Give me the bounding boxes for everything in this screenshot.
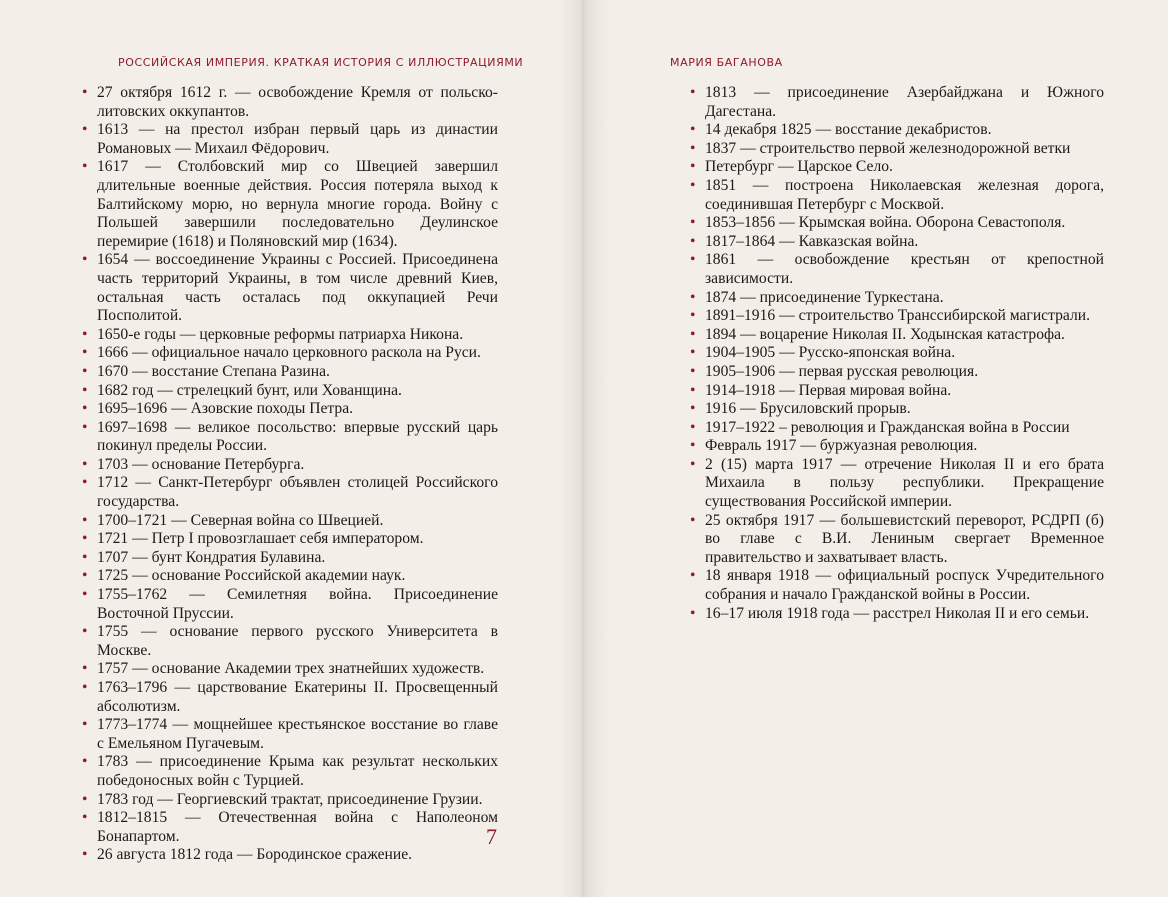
timeline-entry bbox=[690, 177, 1104, 214]
left-page bbox=[0, 0, 582, 897]
timeline-entry bbox=[82, 549, 498, 568]
entry-text: 1682 год — стрелецкий бунт, или Хованщина. bbox=[97, 381, 402, 399]
bullet-icon: • bbox=[690, 325, 696, 343]
timeline-entry bbox=[690, 121, 1104, 140]
entry-text: 1700–1721 — Северная война со Швецией. bbox=[97, 511, 384, 529]
entry-text: 1725 — основание Российской академии наук. bbox=[97, 567, 406, 585]
entry-text: 1697–1698 — великое посольство: впервые русский царь покинул пределы России. bbox=[97, 418, 498, 455]
timeline-entry bbox=[82, 567, 498, 586]
bullet-icon: • bbox=[82, 716, 88, 734]
bullet-icon: • bbox=[690, 307, 696, 325]
bullet-icon: • bbox=[82, 158, 88, 176]
bullet-icon: • bbox=[82, 809, 88, 827]
entry-text: 1916 — Брусиловский прорыв. bbox=[705, 400, 911, 418]
bullet-icon: • bbox=[690, 176, 696, 194]
entry-text: 1721 — Петр I провозглашает себя императором. bbox=[97, 530, 424, 548]
entry-text: 1755 — основание первого русского Университета в Москве. bbox=[97, 623, 498, 659]
entry-text: 1763–1796 — царствование Екатерины II. Просвещенный абсолютизм. bbox=[97, 679, 498, 715]
entry-text: Петербург — Царское Село. bbox=[705, 158, 893, 176]
entry-text: 26 августа 1812 года — Бородинское сражение. bbox=[97, 846, 413, 864]
entry-text: 1783 — присоединение Крыма как результат нескольких победоносных войн с Турцией. bbox=[97, 753, 498, 789]
entry-text: 1773–1774 — мощнейшее крестьянское восстание во главе с Емельяном Пугачевым. bbox=[97, 716, 498, 752]
timeline-entry bbox=[82, 791, 498, 810]
timeline-entry bbox=[690, 512, 1104, 568]
bullet-icon: • bbox=[82, 567, 88, 585]
timeline-entry bbox=[690, 326, 1104, 345]
timeline-entry bbox=[82, 400, 498, 419]
bullet-icon: • bbox=[82, 362, 88, 380]
bullet-icon: • bbox=[690, 158, 696, 176]
bullet-icon: • bbox=[82, 474, 88, 492]
bullet-icon: • bbox=[82, 548, 88, 566]
bullet-icon: • bbox=[82, 660, 88, 678]
bullet-icon: • bbox=[82, 325, 88, 343]
timeline-entry bbox=[82, 586, 498, 623]
timeline-entry bbox=[82, 251, 498, 325]
timeline-entry bbox=[82, 623, 498, 660]
bullet-icon: • bbox=[82, 400, 88, 418]
timeline-entry bbox=[82, 382, 498, 401]
bullet-icon: • bbox=[690, 381, 696, 399]
timeline-entry bbox=[82, 530, 498, 549]
bullet-icon: • bbox=[690, 567, 696, 585]
timeline-entry bbox=[690, 214, 1104, 233]
bullet-icon: • bbox=[82, 790, 88, 808]
timeline-entry bbox=[82, 753, 498, 790]
entry-text: 27 октября 1612 г. — освобождение Кремля от польско-литовских оккупантов. bbox=[97, 84, 498, 120]
entry-text: 1917–1922 – революция и Гражданская война в России bbox=[705, 418, 1070, 436]
timeline-entry bbox=[690, 437, 1104, 456]
timeline-entry bbox=[82, 679, 498, 716]
timeline-entry bbox=[690, 140, 1104, 159]
timeline-entry bbox=[690, 567, 1104, 604]
entry-text: 2 (15) марта 1917 — отречение Николая II и его брата Михаила в пользу республики. Прекращение существования Российской империи. bbox=[705, 455, 1104, 511]
bullet-icon: • bbox=[690, 121, 696, 139]
timeline-list-left bbox=[82, 84, 498, 865]
entry-text: 1851 — построена Николаевская железная дорога, соединившая Петербург с Москвой. bbox=[705, 176, 1104, 213]
timeline-entry bbox=[82, 660, 498, 679]
timeline-entry bbox=[690, 400, 1104, 419]
entry-text: 1837 — строительство первой железнодорожной ветки bbox=[705, 139, 1071, 157]
timeline-entry bbox=[82, 326, 498, 345]
timeline-entry bbox=[82, 158, 498, 251]
entry-text: 1783 год — Георгиевский трактат, присоединение Грузии. bbox=[97, 790, 483, 808]
entry-text: 1707 — бунт Кондратия Булавина. bbox=[97, 548, 326, 566]
right-page bbox=[584, 0, 1168, 897]
entry-text: 1894 — воцарение Николая II. Ходынская катастрофа. bbox=[705, 325, 1065, 343]
entry-text: 1861 — освобождение крестьян от крепостной зависимости. bbox=[705, 251, 1104, 287]
entry-text: 16–17 июля 1918 года — расстрел Николая II и его семьи. bbox=[705, 604, 1090, 622]
timeline-entry bbox=[82, 716, 498, 753]
bullet-icon: • bbox=[82, 455, 88, 473]
entry-text: 14 декабря 1825 — восстание декабристов. bbox=[705, 121, 992, 139]
page-number: 7 bbox=[486, 824, 497, 849]
entry-text: 1853–1856 — Крымская война. Оборона Севастополя. bbox=[705, 214, 1066, 232]
timeline-entry bbox=[690, 382, 1104, 401]
timeline-entry bbox=[690, 456, 1104, 512]
bullet-icon: • bbox=[82, 344, 88, 362]
entry-text: 1817–1864 — Кавказская война. bbox=[705, 232, 919, 250]
bullet-icon: • bbox=[690, 400, 696, 418]
timeline-entry bbox=[82, 474, 498, 511]
entry-text: 1891–1916 — строительство Транссибирской магистрали. bbox=[705, 307, 1090, 325]
entry-text: 1813 — присоединение Азербайджана и Южного Дагестана. bbox=[705, 84, 1104, 120]
entry-text: 1712 — Санкт-Петербург объявлен столицей Российского государства. bbox=[97, 474, 498, 511]
bullet-icon: • bbox=[690, 214, 696, 232]
running-head-right: МАРИЯ БАГАНОВА bbox=[670, 56, 783, 69]
bullet-icon: • bbox=[690, 511, 696, 529]
entry-text: 1654 — воссоединение Украины с Россией. Присоединена часть территорий Украины, в том числе древний Киев, остальная часть осталась под оккупацией Речи Посполитой. bbox=[97, 251, 498, 325]
entry-text: 1695–1696 — Азовские походы Петра. bbox=[97, 400, 354, 418]
entry-text: Февраль 1917 — буржуазная революция. bbox=[705, 437, 978, 455]
timeline-entry bbox=[690, 363, 1104, 382]
bullet-icon: • bbox=[690, 437, 696, 455]
timeline-entry bbox=[82, 363, 498, 382]
bullet-icon: • bbox=[82, 753, 88, 771]
timeline-entry bbox=[82, 419, 498, 456]
timeline-entry bbox=[690, 344, 1104, 363]
bullet-icon: • bbox=[82, 121, 88, 139]
bullet-icon: • bbox=[690, 288, 696, 306]
entry-text: 1703 — основание Петербурга. bbox=[97, 455, 305, 473]
timeline-entry bbox=[82, 809, 498, 846]
bullet-icon: • bbox=[690, 362, 696, 380]
bullet-icon: • bbox=[690, 251, 696, 269]
entry-text: 1914–1918 — Первая мировая война. bbox=[705, 381, 952, 399]
timeline-entry bbox=[82, 846, 498, 865]
bullet-icon: • bbox=[690, 84, 696, 101]
bullet-icon: • bbox=[82, 251, 88, 269]
entry-text: 1812–1815 — Отечественная война с Наполеоном Бонапартом. bbox=[97, 809, 498, 845]
bullet-icon: • bbox=[82, 511, 88, 529]
bullet-icon: • bbox=[82, 623, 88, 641]
timeline-entry bbox=[690, 605, 1104, 624]
bullet-icon: • bbox=[690, 604, 696, 622]
entry-text: 1666 — официальное начало церковного раскола на Руси. bbox=[97, 344, 481, 362]
timeline-entry bbox=[82, 84, 498, 121]
entry-text: 1757 — основание Академии трех знатнейших художеств. bbox=[97, 660, 485, 678]
timeline-entry bbox=[690, 307, 1104, 326]
entry-text: 1755–1762 — Семилетняя война. Присоединение Восточной Пруссии. bbox=[97, 586, 498, 622]
bullet-icon: • bbox=[82, 679, 88, 696]
entry-text: 25 октября 1917 — большевистский переворот, РСДРП (б) во главе с В.И. Лениным свергает Временное правительство и захватывает власть. bbox=[705, 511, 1104, 566]
bullet-icon: • bbox=[82, 381, 88, 399]
timeline-entry bbox=[690, 158, 1104, 177]
timeline-entry bbox=[82, 121, 498, 158]
bullet-icon: • bbox=[82, 530, 88, 548]
timeline-list-right bbox=[690, 84, 1104, 623]
entry-text: 1905–1906 — первая русская революция. bbox=[705, 362, 979, 380]
entry-text: 1650-е годы — церковные реформы патриарха Никона. bbox=[97, 325, 464, 343]
bullet-icon: • bbox=[82, 418, 88, 436]
bullet-icon: • bbox=[82, 846, 88, 864]
bullet-icon: • bbox=[690, 139, 696, 157]
timeline-entry bbox=[690, 289, 1104, 308]
timeline-entry bbox=[690, 251, 1104, 288]
timeline-entry bbox=[82, 456, 498, 475]
bullet-icon: • bbox=[82, 586, 88, 604]
entry-text: 18 января 1918 — официальный роспуск Учредительного собрания и начало Гражданской войны в России. bbox=[705, 567, 1104, 604]
bullet-icon: • bbox=[690, 418, 696, 436]
entry-text: 1874 — присоединение Туркестана. bbox=[705, 288, 944, 306]
running-head-left: РОССИЙСКАЯ ИМПЕРИЯ. КРАТКАЯ ИСТОРИЯ С ИЛЛЮСТРАЦИЯМИ bbox=[118, 56, 524, 69]
bullet-icon: • bbox=[82, 84, 88, 101]
bullet-icon: • bbox=[690, 232, 696, 250]
entry-text: 1613 — на престол избран первый царь из династии Романовых — Михаил Фёдорович. bbox=[97, 121, 498, 157]
timeline-entry bbox=[690, 419, 1104, 438]
bullet-icon: • bbox=[690, 344, 696, 362]
entry-text: 1617 — Столбовский мир со Швецией завершил длительные военные действия. Россия потеряла выход к Балтийскому морю, но вернула многие города. Войну с Польшей завершили последовательно Деулинское перемирие (1618) и Поляновский мир (1634). bbox=[97, 158, 498, 250]
bullet-icon: • bbox=[690, 455, 696, 473]
timeline-entry bbox=[82, 512, 498, 531]
timeline-entry bbox=[690, 84, 1104, 121]
entry-text: 1904–1905 — Русско-японская война. bbox=[705, 344, 956, 362]
entry-text: 1670 — восстание Степана Разина. bbox=[97, 362, 330, 380]
timeline-entry bbox=[690, 233, 1104, 252]
timeline-entry bbox=[82, 344, 498, 363]
